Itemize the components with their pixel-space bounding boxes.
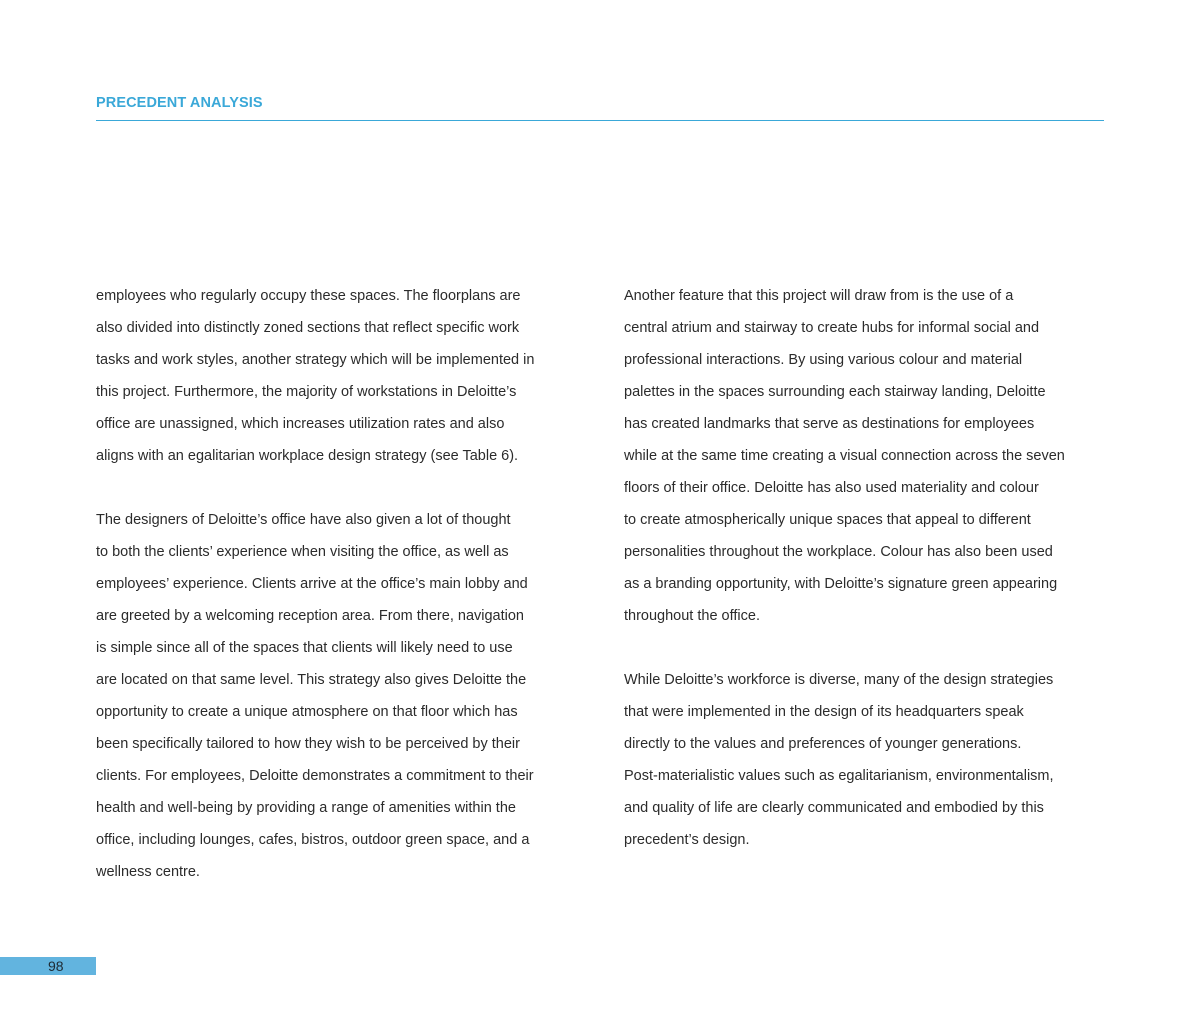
text-line: has created landmarks that serve as destinations for employees — [624, 416, 1035, 432]
text-line: personalities throughout the workplace. Colour has also been used — [624, 544, 1053, 560]
text-line: directly to the values and preferences of younger generations. — [624, 736, 1022, 752]
paragraph — [624, 664, 1114, 856]
text-line: professional interactions. By using various colour and material — [624, 352, 1023, 368]
text-line: while at the same time creating a visual connection across the seven — [624, 448, 1065, 464]
paragraph-spacer — [624, 632, 1114, 664]
text-line: office, including lounges, cafes, bistros, outdoor green space, and a — [96, 832, 530, 848]
text-line: employees’ experience. Clients arrive at the office’s main lobby and — [96, 576, 528, 592]
text-line: central atrium and stairway to create hubs for informal social and — [624, 320, 1040, 336]
text-line: tasks and work styles, another strategy which will be implemented in — [96, 352, 535, 368]
left-text-column — [96, 280, 586, 888]
text-line: wellness centre. — [96, 864, 200, 880]
text-line: aligns with an egalitarian workplace design strategy (see Table 6). — [96, 448, 519, 464]
text-line: to both the clients’ experience when visiting the office, as well as — [96, 544, 509, 560]
text-line: The designers of Deloitte’s office have also given a lot of thought — [96, 512, 511, 528]
text-line: palettes in the spaces surrounding each stairway landing, Deloitte — [624, 384, 1046, 400]
right-text-column — [624, 280, 1114, 856]
text-line: and quality of life are clearly communicated and embodied by this — [624, 800, 1044, 816]
text-line: throughout the office. — [624, 608, 760, 624]
header-divider — [96, 120, 1104, 121]
text-line: Another feature that this project will draw from is the use of a — [624, 288, 1014, 304]
text-line: floors of their office. Deloitte has also used materiality and colour — [624, 480, 1039, 496]
text-line: Post-materialistic values such as egalitarianism, environmentalism, — [624, 768, 1054, 784]
text-line: clients. For employees, Deloitte demonstrates a commitment to their — [96, 768, 534, 784]
text-line: opportunity to create a unique atmosphere on that floor which has — [96, 704, 518, 720]
text-line: as a branding opportunity, with Deloitte’s signature green appearing — [624, 576, 1058, 592]
text-line: employees who regularly occupy these spaces. The floorplans are — [96, 288, 521, 304]
paragraph — [96, 504, 586, 888]
text-line: office are unassigned, which increases utilization rates and also — [96, 416, 505, 432]
page-number: 98 — [48, 958, 64, 974]
text-line: been specifically tailored to how they wish to be perceived by their — [96, 736, 520, 752]
text-line: precedent’s design. — [624, 832, 750, 848]
text-line: are located on that same level. This strategy also gives Deloitte the — [96, 672, 527, 688]
paragraph-spacer — [96, 472, 586, 504]
text-line: are greeted by a welcoming reception area. From there, navigation — [96, 608, 524, 624]
text-line: health and well-being by providing a range of amenities within the — [96, 800, 516, 816]
text-line: this project. Furthermore, the majority of workstations in Deloitte’s — [96, 384, 517, 400]
text-line: is simple since all of the spaces that clients will likely need to use — [96, 640, 513, 656]
text-line: to create atmospherically unique spaces that appeal to different — [624, 512, 1031, 528]
page-header-title: PRECEDENT ANALYSIS — [96, 95, 263, 111]
text-line: that were implemented in the design of its headquarters speak — [624, 704, 1024, 720]
text-line: While Deloitte’s workforce is diverse, many of the design strategies — [624, 672, 1054, 688]
text-line: also divided into distinctly zoned sections that reflect specific work — [96, 320, 520, 336]
paragraph — [96, 280, 586, 472]
paragraph — [624, 280, 1114, 632]
